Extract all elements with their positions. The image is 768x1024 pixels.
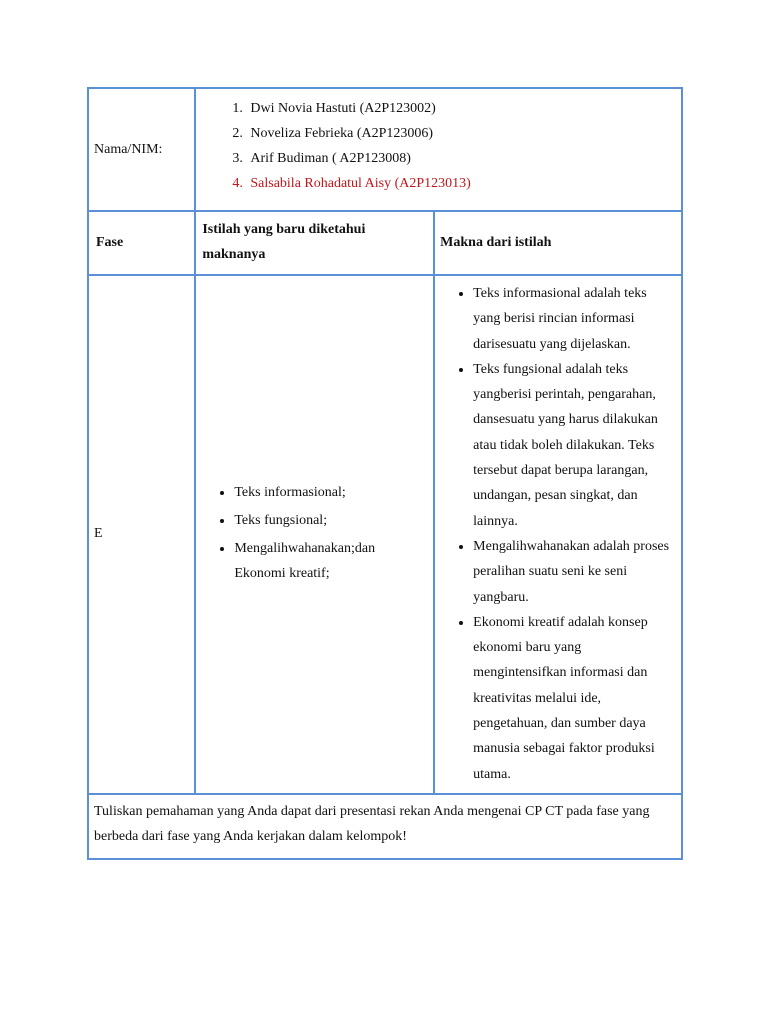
- definition-item: • Ekonomi kreatif adalah konsep ekonomi baru yang mengintensifkan informasi dan kreativitas melalui ide, pengetahuan, dan sumber daya manusia sebagai faktor produksi utama.: [473, 610, 671, 787]
- members-cell: [195, 88, 682, 211]
- member-item-highlighted: 4. Salsabila Rohadatul Aisy (A2P123013): [246, 171, 681, 196]
- term-item: • Teks fungsional;: [234, 508, 423, 533]
- makna-header: Makna dari istilah: [434, 211, 682, 275]
- definition-item: • Teks informasional adalah teks yang berisi rincian informasi darisesuatu yang dijelaskan.: [473, 281, 671, 357]
- worksheet-table: [87, 87, 683, 860]
- fase-value: E: [88, 275, 195, 794]
- terms-list: [196, 480, 433, 586]
- footer-row: [88, 794, 682, 859]
- definitions-list: [435, 276, 681, 793]
- member-item: 3. Arif Budiman ( A2P123008): [246, 146, 681, 171]
- header-row: [88, 211, 682, 275]
- content-row: [88, 275, 682, 794]
- footer-prompt: Tuliskan pemahaman yang Anda dapat dari presentasi rekan Anda mengenai CP CT pada fase yang berbeda dari fase yang Anda kerjakan dalam kelompok!: [88, 794, 682, 859]
- term-item: • Mengalihwahanakan;dan Ekonomi kreatif;: [234, 536, 423, 586]
- definition-item: • Teks fungsional adalah teks yangberisi perintah, pengarahan, dansesuatu yang harus dilakukan atau tidak boleh dilakukan. Teks tersebut dapat berupa larangan, undangan, pesan singkat, dan lainnya.: [473, 357, 671, 534]
- definitions-cell: [434, 275, 682, 794]
- istilah-header: Istilah yang baru diketahui maknanya: [195, 211, 434, 275]
- member-item: 2. Noveliza Febrieka (A2P123006): [246, 121, 681, 146]
- name-row: [88, 88, 682, 211]
- name-label: Nama/NIM:: [88, 88, 195, 211]
- fase-header: Fase: [88, 211, 195, 275]
- definition-item: • Mengalihwahanakan adalah proses peralihan suatu seni ke seni yangbaru.: [473, 534, 671, 610]
- member-item: 1. Dwi Novia Hastuti (A2P123002): [246, 96, 681, 121]
- terms-cell: [195, 275, 434, 794]
- members-list: [196, 89, 681, 208]
- term-item: • Teks informasional;: [234, 480, 423, 505]
